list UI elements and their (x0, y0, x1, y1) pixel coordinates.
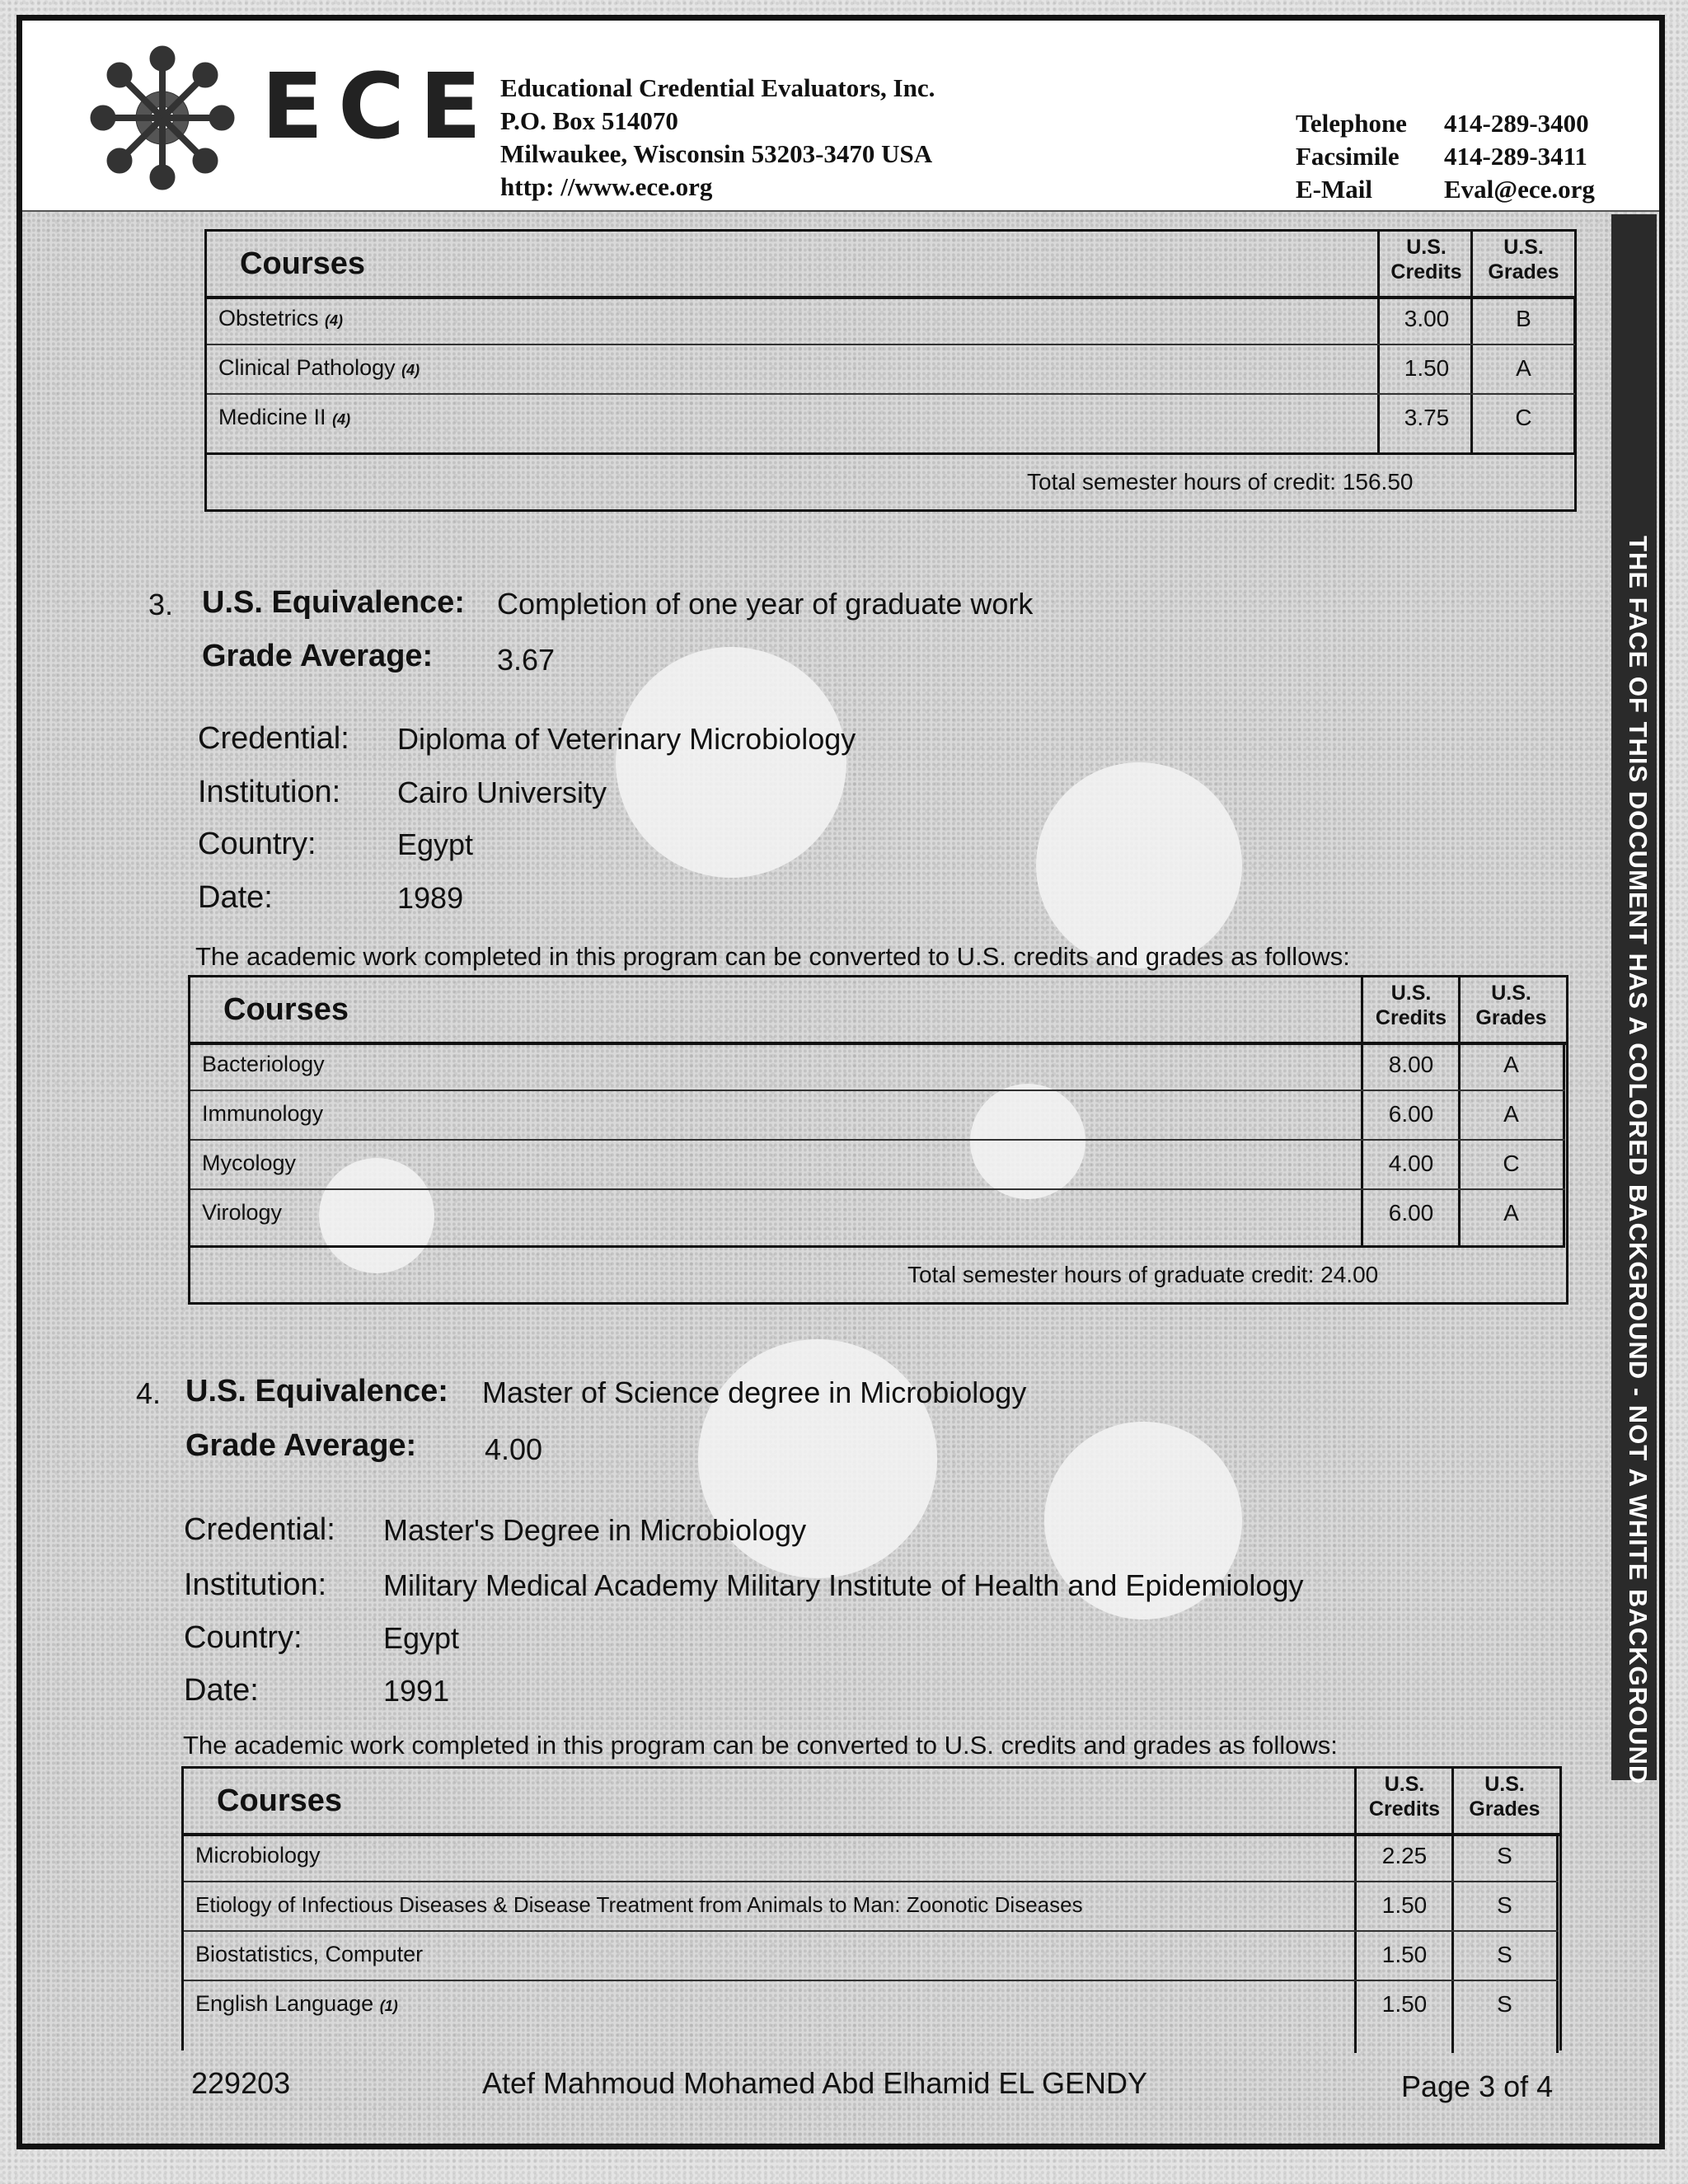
institution-value: Military Medical Academy Military Institute of Health and Epidemiology (383, 1568, 1304, 1602)
course-credits: 1.50 (1381, 1892, 1428, 1918)
telephone-label: Telephone (1296, 109, 1407, 138)
letterhead (22, 21, 1659, 212)
course-credits: 3.75 (1404, 405, 1450, 430)
credential-value: Diploma of Veterinary Microbiology (397, 722, 856, 756)
course-grade: A (1516, 355, 1531, 381)
side-notice: THE FACE OF THIS DOCUMENT HAS A COLORED BACKGROUND - NOT A WHITE BACKGROUND (1624, 536, 1653, 1785)
course-name: Medicine II (4) (218, 405, 351, 429)
fax-label: Facsimile (1296, 142, 1400, 171)
country-label: Country: (198, 827, 316, 861)
course-name: Clinical Pathology (4) (218, 355, 420, 380)
course-grade: S (1497, 1942, 1512, 1967)
course-grade: A (1503, 1101, 1519, 1127)
country-label: Country: (184, 1620, 302, 1655)
course-name: Mycology (202, 1151, 297, 1175)
grade-average-value: 4.00 (485, 1432, 543, 1466)
course-name: Etiology of Infectious Diseases & Disease Treatment from Animals to Man: Zoonotic Diseases (195, 1892, 1083, 1917)
table-row (190, 1141, 1565, 1190)
courses-header: Courses (223, 992, 349, 1027)
course-credits: 3.00 (1404, 306, 1450, 331)
table-row (190, 1091, 1565, 1141)
courses-table-section4 (181, 1766, 1562, 2050)
institution-label: Institution: (198, 775, 341, 809)
course-name: Obstetrics (4) (218, 306, 344, 330)
table-row (207, 395, 1575, 455)
page-number: Page 3 of 4 (1401, 2069, 1554, 2103)
logo-text: ECE (261, 54, 497, 159)
date-label: Date: (184, 1673, 259, 1708)
institution-label: Institution: (184, 1568, 327, 1602)
table-header (207, 232, 1574, 299)
table-row (207, 296, 1575, 345)
credits-header: U.S. Credits (1390, 236, 1462, 284)
course-name: Immunology (202, 1101, 324, 1126)
courses-table-section3 (188, 975, 1568, 1305)
fax-value: 414-289-3411 (1444, 142, 1587, 171)
credits-header: U.S. Credits (1375, 982, 1447, 1029)
course-credits: 4.00 (1388, 1151, 1434, 1176)
file-number: 229203 (191, 2066, 291, 2100)
course-credits: 6.00 (1388, 1101, 1434, 1127)
ece-logo-icon (80, 44, 245, 192)
total-credit: Total semester hours of credit: 156.50 (1027, 469, 1414, 494)
courses-header: Courses (240, 246, 366, 281)
table-row (184, 1932, 1559, 1981)
grade-average-label: Grade Average: (185, 1428, 417, 1463)
course-name: Virology (202, 1200, 283, 1225)
total-graduate-credit: Total semester hours of graduate credit: 24.00 (907, 1262, 1379, 1287)
course-name: Bacteriology (202, 1052, 325, 1076)
equivalence-value: Completion of one year of graduate work (497, 587, 1034, 621)
course-name: Microbiology (195, 1843, 321, 1868)
email-label: E-Mail (1296, 175, 1372, 204)
course-grade: B (1516, 306, 1531, 331)
org-address (500, 72, 935, 204)
country-value: Egypt (397, 827, 474, 861)
equivalence-value: Master of Science degree in Microbiology (482, 1376, 1027, 1409)
table-row (207, 345, 1575, 395)
section-number: 3. (148, 588, 174, 621)
table-row (190, 1190, 1565, 1248)
course-grade: S (1497, 1843, 1512, 1868)
grade-average-value: 3.67 (497, 643, 556, 677)
credits-header: U.S. Credits (1368, 1773, 1441, 1821)
course-credits: 6.00 (1388, 1200, 1434, 1226)
credential-label: Credential: (184, 1512, 335, 1547)
course-grade: S (1497, 1892, 1512, 1918)
org-city: Milwaukee, Wisconsin 53203-3470 USA (500, 139, 933, 168)
date-value: 1989 (397, 881, 464, 915)
table-row (184, 1833, 1559, 1882)
courses-table-continued (204, 229, 1577, 512)
applicant-name: Atef Mahmoud Mohamed Abd Elhamid EL GENDY (482, 2066, 1148, 2100)
course-grade: A (1503, 1052, 1519, 1077)
course-credits: 1.50 (1404, 355, 1450, 381)
org-contact (1296, 107, 1595, 206)
equivalence-label: U.S. Equivalence: (202, 585, 465, 620)
conversion-intro: The academic work completed in this program can be converted to U.S. credits and grades as follows: (183, 1731, 1338, 1760)
table-row (190, 1042, 1565, 1091)
section-number: 4. (136, 1376, 162, 1410)
courses-header: Courses (217, 1783, 343, 1818)
course-credits: 1.50 (1381, 1942, 1428, 1967)
course-grade: S (1497, 1991, 1512, 2017)
conversion-intro: The academic work completed in this program can be converted to U.S. credits and grades as follows: (195, 942, 1350, 971)
course-name: English Language (1) (195, 1991, 398, 2016)
grades-header: U.S. Grades (1469, 1773, 1540, 1821)
date-value: 1991 (383, 1674, 450, 1708)
table-row (184, 1981, 1559, 2039)
course-grade: C (1503, 1151, 1520, 1176)
table-header (184, 1769, 1559, 1836)
course-name: Biostatistics, Computer (195, 1942, 424, 1966)
org-po-box: P.O. Box 514070 (500, 106, 678, 135)
country-value: Egypt (383, 1621, 460, 1655)
org-name: Educational Credential Evaluators, Inc. (500, 73, 935, 102)
course-credits: 1.50 (1381, 1991, 1428, 2017)
table-row (184, 1882, 1559, 1932)
course-grade: C (1515, 405, 1532, 430)
grades-header: U.S. Grades (1475, 982, 1547, 1029)
grades-header: U.S. Grades (1488, 236, 1559, 284)
course-grade: A (1503, 1200, 1519, 1226)
telephone-value: 414-289-3400 (1444, 109, 1589, 138)
date-label: Date: (198, 880, 273, 915)
email-value[interactable]: Eval@ece.org (1444, 175, 1595, 204)
course-credits: 2.25 (1381, 1843, 1428, 1868)
course-credits: 8.00 (1388, 1052, 1434, 1077)
credential-label: Credential: (198, 721, 349, 756)
org-website[interactable]: http: //www.ece.org (500, 172, 713, 201)
table-header (190, 977, 1566, 1045)
grade-average-label: Grade Average: (202, 639, 434, 673)
credential-value: Master's Degree in Microbiology (383, 1513, 807, 1547)
institution-value: Cairo University (397, 776, 607, 809)
equivalence-label: U.S. Equivalence: (185, 1374, 448, 1408)
